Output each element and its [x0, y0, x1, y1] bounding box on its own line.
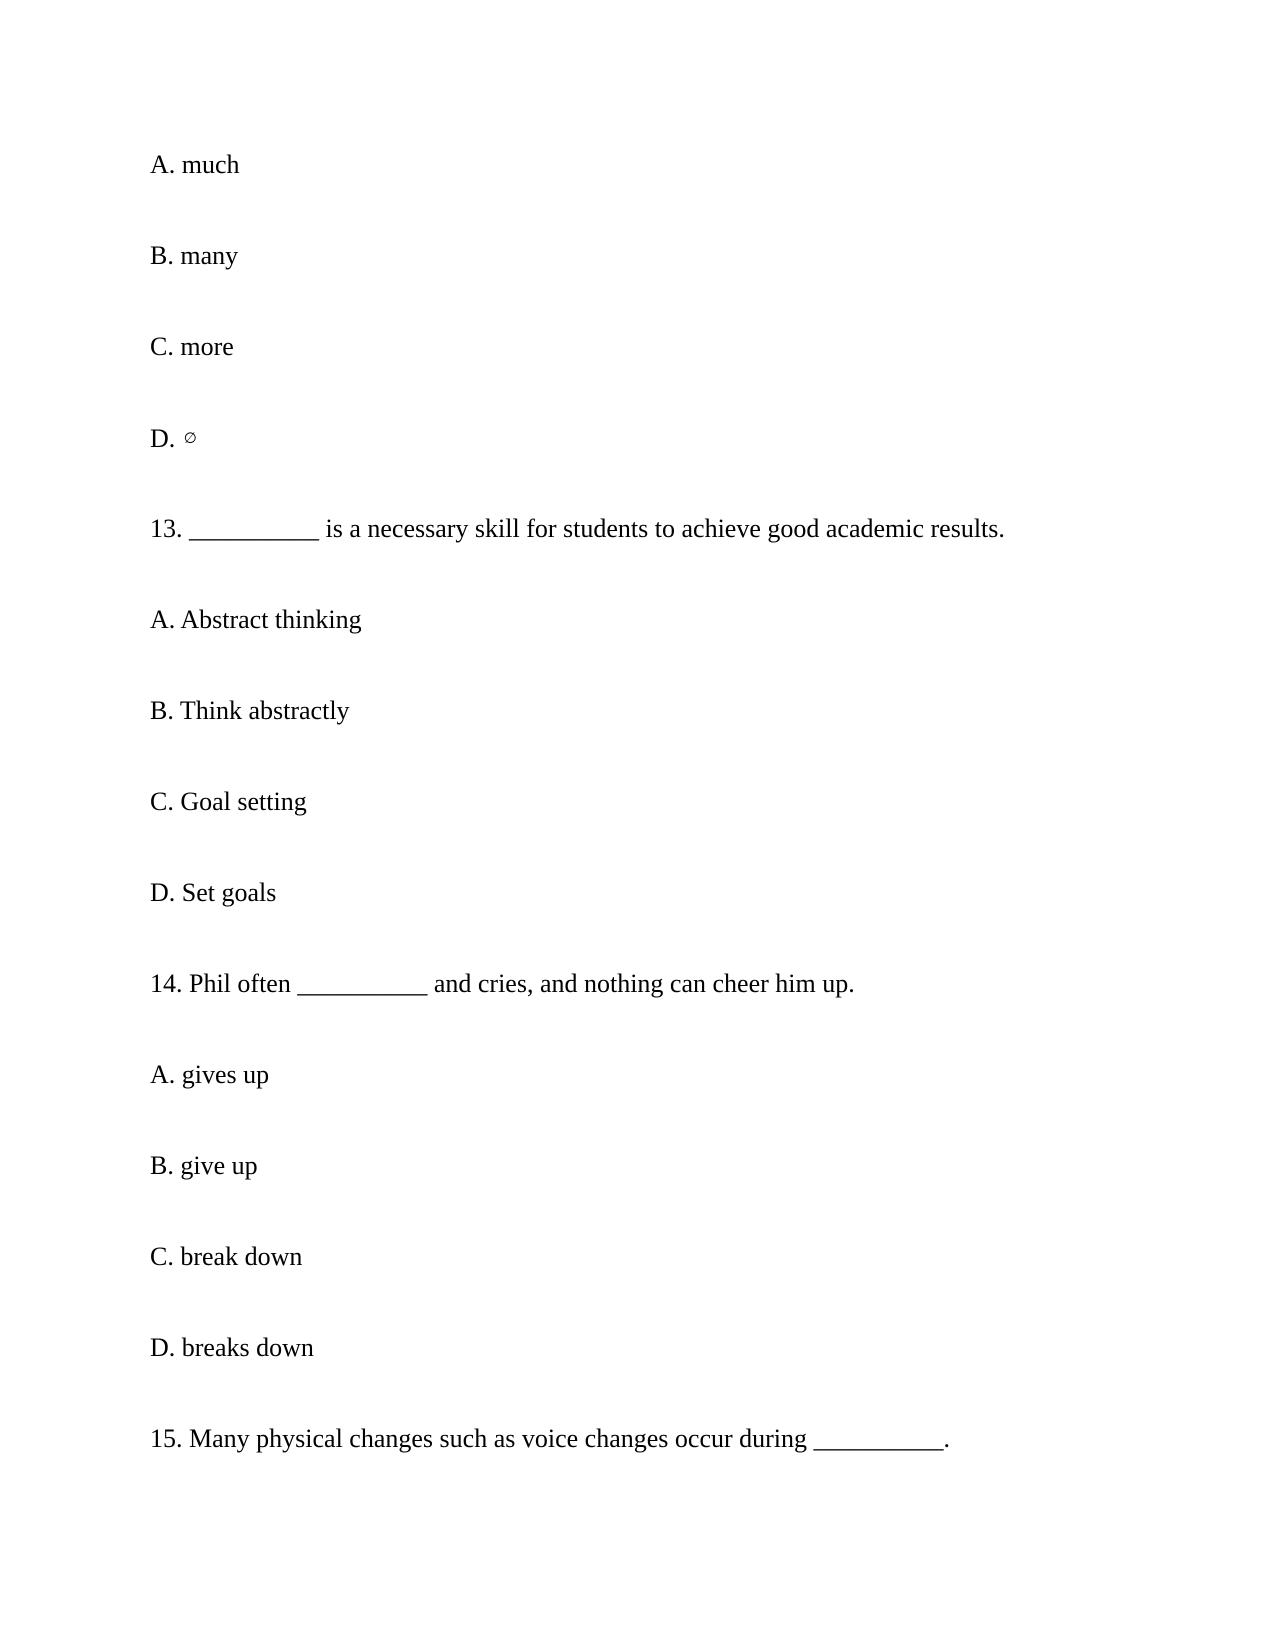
q12-option-c: C. more: [150, 332, 234, 361]
q13-option-a: A. Abstract thinking: [150, 605, 362, 634]
q14-option-d: D. breaks down: [150, 1333, 314, 1362]
q13-stem: 13. __________ is a necessary skill for students to achieve good academic results.: [150, 514, 1005, 543]
q13-option-b: B. Think abstractly: [150, 696, 350, 725]
q14-option-b: B. give up: [150, 1151, 258, 1180]
q13-option-d: D. Set goals: [150, 878, 277, 907]
q14-stem: 14. Phil often __________ and cries, and nothing can cheer him up.: [150, 969, 855, 998]
q14-option-c: C. break down: [150, 1242, 303, 1271]
q12-option-d-letter: D.: [150, 424, 176, 453]
q14-option-a: A. gives up: [150, 1060, 270, 1089]
q12-option-d: [150, 423, 197, 454]
q13-option-c: C. Goal setting: [150, 787, 307, 816]
q15-stem: 15. Many physical changes such as voice changes occur during __________.: [150, 1424, 951, 1453]
empty-set-symbol: ∅: [183, 429, 197, 447]
q12-option-b: B. many: [150, 241, 239, 270]
q12-option-a: A. much: [150, 150, 240, 179]
